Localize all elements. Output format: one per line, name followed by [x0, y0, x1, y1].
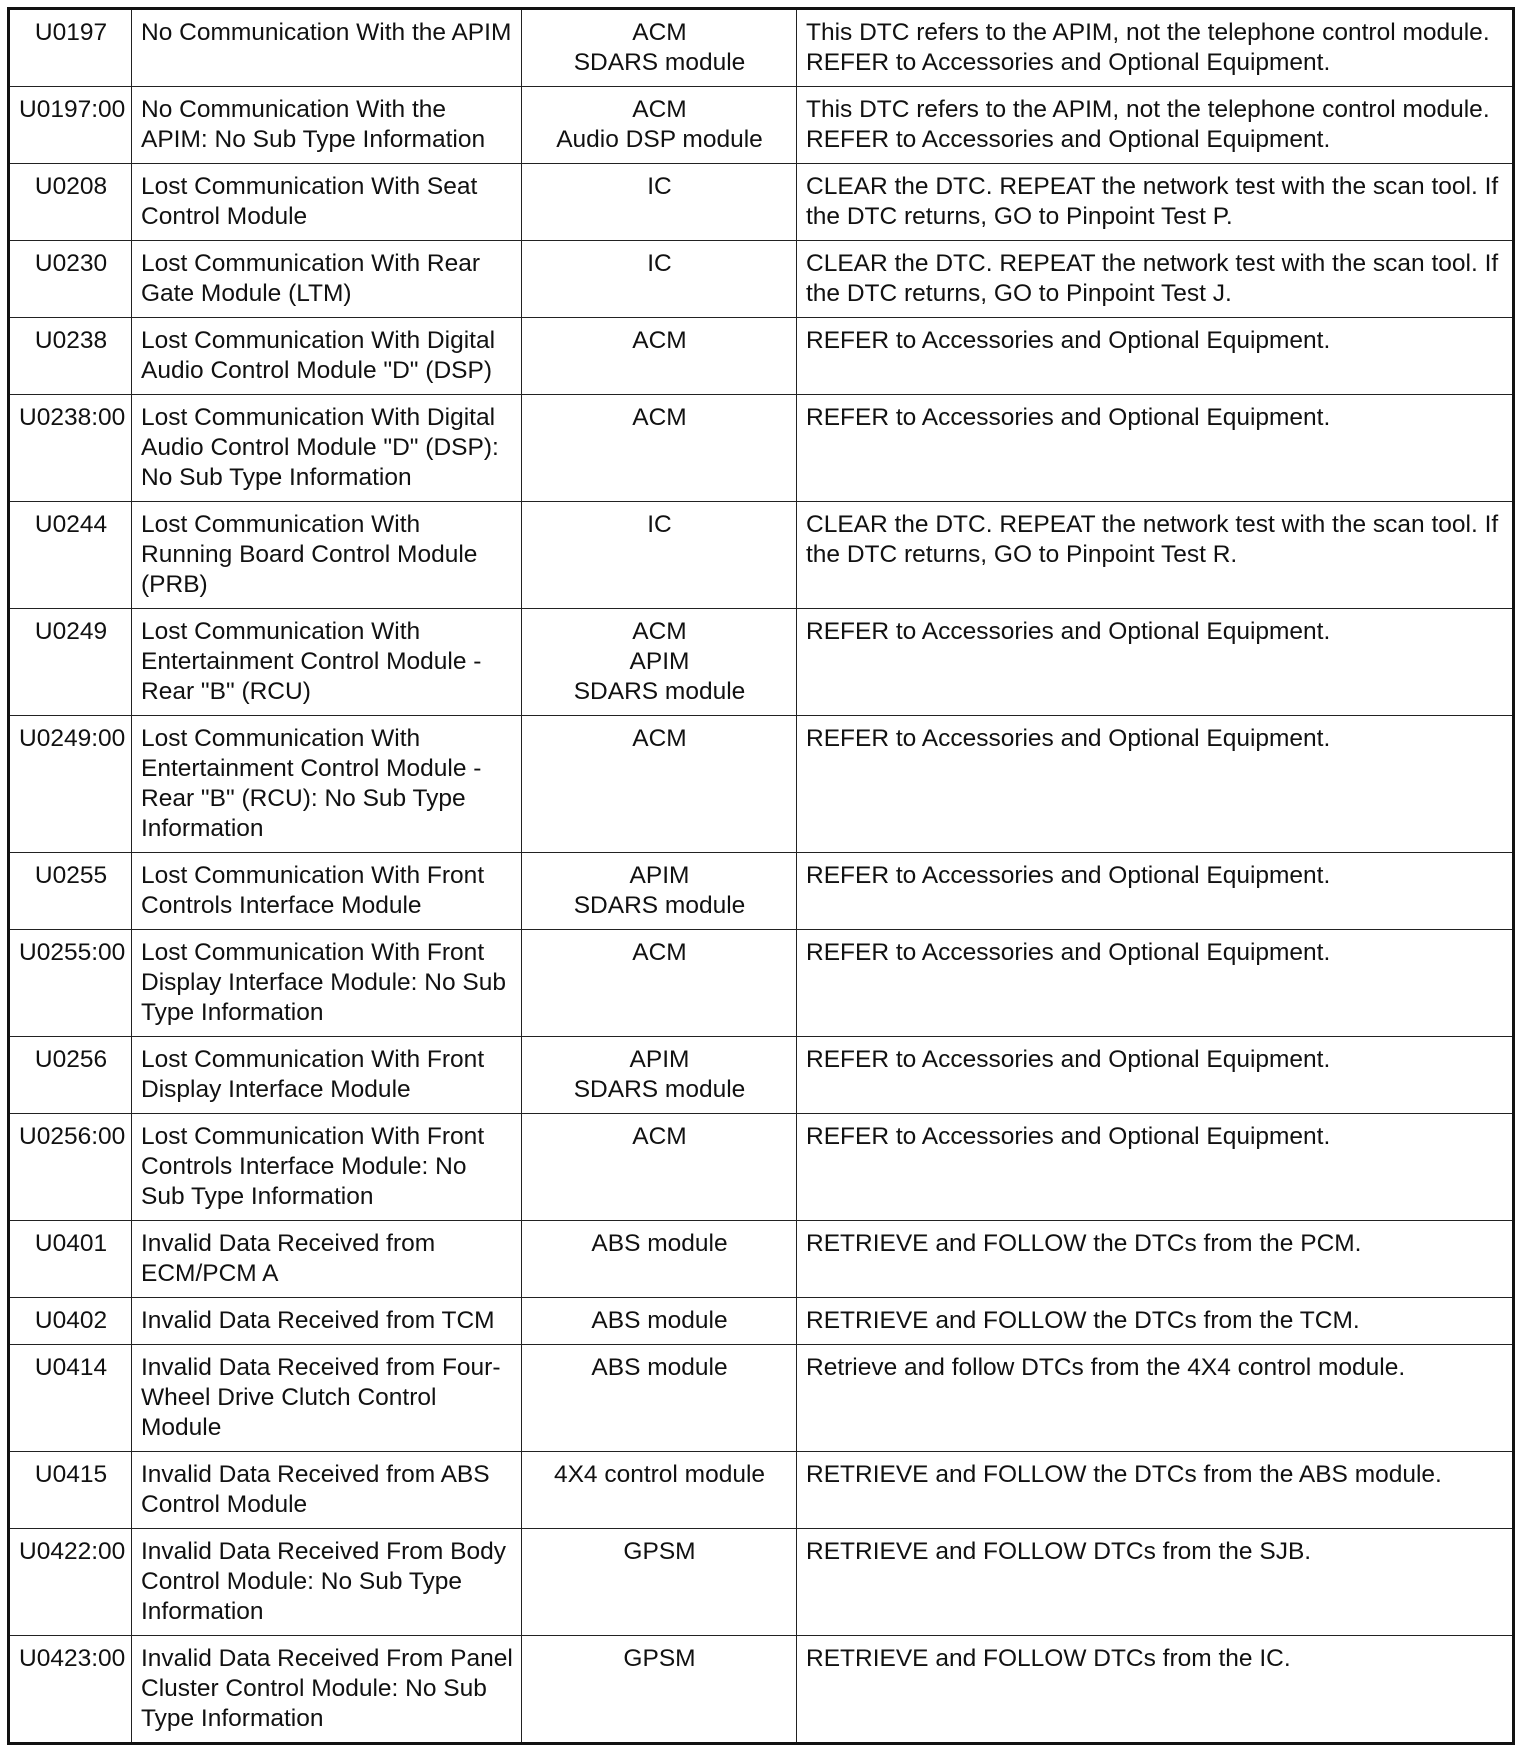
- dtc-module-cell: [522, 164, 797, 241]
- table-row: [9, 1345, 1514, 1452]
- dtc-description-cell: Lost Communication With Front Controls Interface Module: No Sub Type Information: [132, 1114, 522, 1221]
- module-name: ABS module: [591, 1354, 728, 1381]
- dtc-code-cell: U0197:00: [9, 87, 132, 164]
- dtc-module-cell: [522, 318, 797, 395]
- dtc-description-cell: No Communication With the APIM: No Sub Type Information: [132, 87, 522, 164]
- dtc-description-cell: Lost Communication With Seat Control Module: [132, 164, 522, 241]
- table-row: [9, 395, 1514, 502]
- dtc-code-cell: U0244: [9, 502, 132, 609]
- dtc-action-cell: CLEAR the DTC. REPEAT the network test with the scan tool. If the DTC returns, GO to Pinpoint Test R.: [797, 502, 1514, 609]
- module-name: ACM: [632, 725, 687, 752]
- dtc-code-cell: U0255:00: [9, 930, 132, 1037]
- table-row: [9, 1452, 1514, 1529]
- dtc-code-cell: U0197: [9, 9, 132, 87]
- dtc-description-cell: Lost Communication With Rear Gate Module (LTM): [132, 241, 522, 318]
- table-row: [9, 1221, 1514, 1298]
- dtc-table-page: [7, 7, 1512, 1745]
- dtc-description-cell: Lost Communication With Front Controls Interface Module: [132, 853, 522, 930]
- dtc-module-cell: [522, 241, 797, 318]
- dtc-code-cell: U0401: [9, 1221, 132, 1298]
- dtc-description-cell: Lost Communication With Entertainment Control Module - Rear "B" (RCU): No Sub Type Information: [132, 716, 522, 853]
- dtc-action-cell: REFER to Accessories and Optional Equipment.: [797, 609, 1514, 716]
- dtc-code-cell: U0249:00: [9, 716, 132, 853]
- dtc-module-cell: [522, 87, 797, 164]
- dtc-module-cell: [522, 930, 797, 1037]
- dtc-description-cell: Invalid Data Received from ABS Control Module: [132, 1452, 522, 1529]
- dtc-code-cell: U0249: [9, 609, 132, 716]
- module-name: ABS module: [591, 1307, 728, 1334]
- dtc-code-cell: U0256:00: [9, 1114, 132, 1221]
- module-name: ACM: [632, 1123, 687, 1150]
- module-name: 4X4 control module: [553, 1461, 766, 1488]
- module-name: IC: [647, 173, 672, 200]
- dtc-description-cell: Lost Communication With Running Board Control Module (PRB): [132, 502, 522, 609]
- dtc-action-cell: REFER to Accessories and Optional Equipment.: [797, 1114, 1514, 1221]
- dtc-code-cell: U0414: [9, 1345, 132, 1452]
- dtc-action-cell: REFER to Accessories and Optional Equipment.: [797, 930, 1514, 1037]
- table-row: [9, 164, 1514, 241]
- module-name: SDARS module: [573, 678, 746, 705]
- dtc-module-cell: [522, 502, 797, 609]
- dtc-description-cell: Lost Communication With Front Display Interface Module: No Sub Type Information: [132, 930, 522, 1037]
- dtc-action-cell: REFER to Accessories and Optional Equipment.: [797, 318, 1514, 395]
- dtc-action-cell: RETRIEVE and FOLLOW the DTCs from the ABS module.: [797, 1452, 1514, 1529]
- module-name: GPSM: [623, 1538, 696, 1565]
- dtc-action-cell: REFER to Accessories and Optional Equipment.: [797, 853, 1514, 930]
- table-row: [9, 502, 1514, 609]
- dtc-module-cell: [522, 1298, 797, 1345]
- table-row: [9, 716, 1514, 853]
- dtc-description-cell: Lost Communication With Entertainment Control Module - Rear "B" (RCU): [132, 609, 522, 716]
- dtc-module-cell: [522, 1529, 797, 1636]
- table-row: [9, 1529, 1514, 1636]
- dtc-action-cell: CLEAR the DTC. REPEAT the network test with the scan tool. If the DTC returns, GO to Pinpoint Test J.: [797, 241, 1514, 318]
- module-name: IC: [647, 511, 672, 538]
- dtc-description-cell: Lost Communication With Front Display Interface Module: [132, 1037, 522, 1114]
- dtc-description-cell: Lost Communication With Digital Audio Control Module "D" (DSP): No Sub Type Information: [132, 395, 522, 502]
- dtc-description-cell: Lost Communication With Digital Audio Control Module "D" (DSP): [132, 318, 522, 395]
- dtc-description-cell: No Communication With the APIM: [132, 9, 522, 87]
- dtc-code-cell: U0230: [9, 241, 132, 318]
- module-name: APIM: [629, 648, 690, 675]
- module-name: SDARS module: [573, 49, 746, 76]
- table-row: [9, 1114, 1514, 1221]
- table-row: [9, 853, 1514, 930]
- dtc-module-cell: [522, 1114, 797, 1221]
- module-name: ACM: [632, 327, 687, 354]
- table-row: [9, 241, 1514, 318]
- dtc-action-cell: RETRIEVE and FOLLOW DTCs from the IC.: [797, 1636, 1514, 1744]
- dtc-description-cell: Invalid Data Received From Panel Cluster Control Module: No Sub Type Information: [132, 1636, 522, 1744]
- dtc-module-cell: [522, 1345, 797, 1452]
- dtc-code-cell: U0238: [9, 318, 132, 395]
- dtc-code-cell: U0256: [9, 1037, 132, 1114]
- module-name: ACM: [632, 939, 687, 966]
- dtc-action-cell: REFER to Accessories and Optional Equipment.: [797, 716, 1514, 853]
- dtc-action-cell: CLEAR the DTC. REPEAT the network test with the scan tool. If the DTC returns, GO to Pinpoint Test P.: [797, 164, 1514, 241]
- dtc-code-cell: U0208: [9, 164, 132, 241]
- dtc-action-cell: This DTC refers to the APIM, not the telephone control module. REFER to Accessories and Optional Equipment.: [797, 9, 1514, 87]
- module-name: APIM: [629, 1046, 690, 1073]
- dtc-table: [7, 7, 1515, 1745]
- dtc-code-cell: U0402: [9, 1298, 132, 1345]
- dtc-action-cell: REFER to Accessories and Optional Equipment.: [797, 1037, 1514, 1114]
- module-name: ACM: [632, 618, 687, 645]
- dtc-module-cell: [522, 716, 797, 853]
- dtc-action-cell: RETRIEVE and FOLLOW DTCs from the SJB.: [797, 1529, 1514, 1636]
- dtc-module-cell: [522, 1452, 797, 1529]
- dtc-action-cell: Retrieve and follow DTCs from the 4X4 control module.: [797, 1345, 1514, 1452]
- dtc-module-cell: [522, 1221, 797, 1298]
- dtc-action-cell: RETRIEVE and FOLLOW the DTCs from the PCM.: [797, 1221, 1514, 1298]
- module-name: ABS module: [591, 1230, 728, 1257]
- table-row: [9, 318, 1514, 395]
- dtc-action-cell: This DTC refers to the APIM, not the telephone control module. REFER to Accessories and Optional Equipment.: [797, 87, 1514, 164]
- dtc-table-body: [9, 9, 1514, 1744]
- table-row: [9, 1298, 1514, 1345]
- module-name: ACM: [632, 96, 687, 123]
- dtc-module-cell: [522, 1037, 797, 1114]
- module-name: APIM: [629, 862, 690, 889]
- module-name: ACM: [632, 404, 687, 431]
- dtc-action-cell: RETRIEVE and FOLLOW the DTCs from the TCM.: [797, 1298, 1514, 1345]
- dtc-code-cell: U0422:00: [9, 1529, 132, 1636]
- table-row: [9, 9, 1514, 87]
- dtc-module-cell: [522, 9, 797, 87]
- dtc-code-cell: U0423:00: [9, 1636, 132, 1744]
- dtc-description-cell: Invalid Data Received from TCM: [132, 1298, 522, 1345]
- dtc-description-cell: Invalid Data Received from ECM/PCM A: [132, 1221, 522, 1298]
- module-name: ACM: [632, 19, 687, 46]
- module-name: Audio DSP module: [556, 126, 763, 153]
- module-name: SDARS module: [573, 892, 746, 919]
- module-name: IC: [647, 250, 672, 277]
- dtc-module-cell: [522, 1636, 797, 1744]
- table-row: [9, 930, 1514, 1037]
- table-row: [9, 1636, 1514, 1744]
- dtc-action-cell: REFER to Accessories and Optional Equipment.: [797, 395, 1514, 502]
- dtc-code-cell: U0415: [9, 1452, 132, 1529]
- module-name: SDARS module: [573, 1076, 746, 1103]
- dtc-code-cell: U0255: [9, 853, 132, 930]
- dtc-module-cell: [522, 609, 797, 716]
- dtc-module-cell: [522, 853, 797, 930]
- table-row: [9, 609, 1514, 716]
- table-row: [9, 87, 1514, 164]
- dtc-description-cell: Invalid Data Received from Four-Wheel Drive Clutch Control Module: [132, 1345, 522, 1452]
- dtc-code-cell: U0238:00: [9, 395, 132, 502]
- table-row: [9, 1037, 1514, 1114]
- dtc-description-cell: Invalid Data Received From Body Control Module: No Sub Type Information: [132, 1529, 522, 1636]
- dtc-module-cell: [522, 395, 797, 502]
- module-name: GPSM: [623, 1645, 696, 1672]
